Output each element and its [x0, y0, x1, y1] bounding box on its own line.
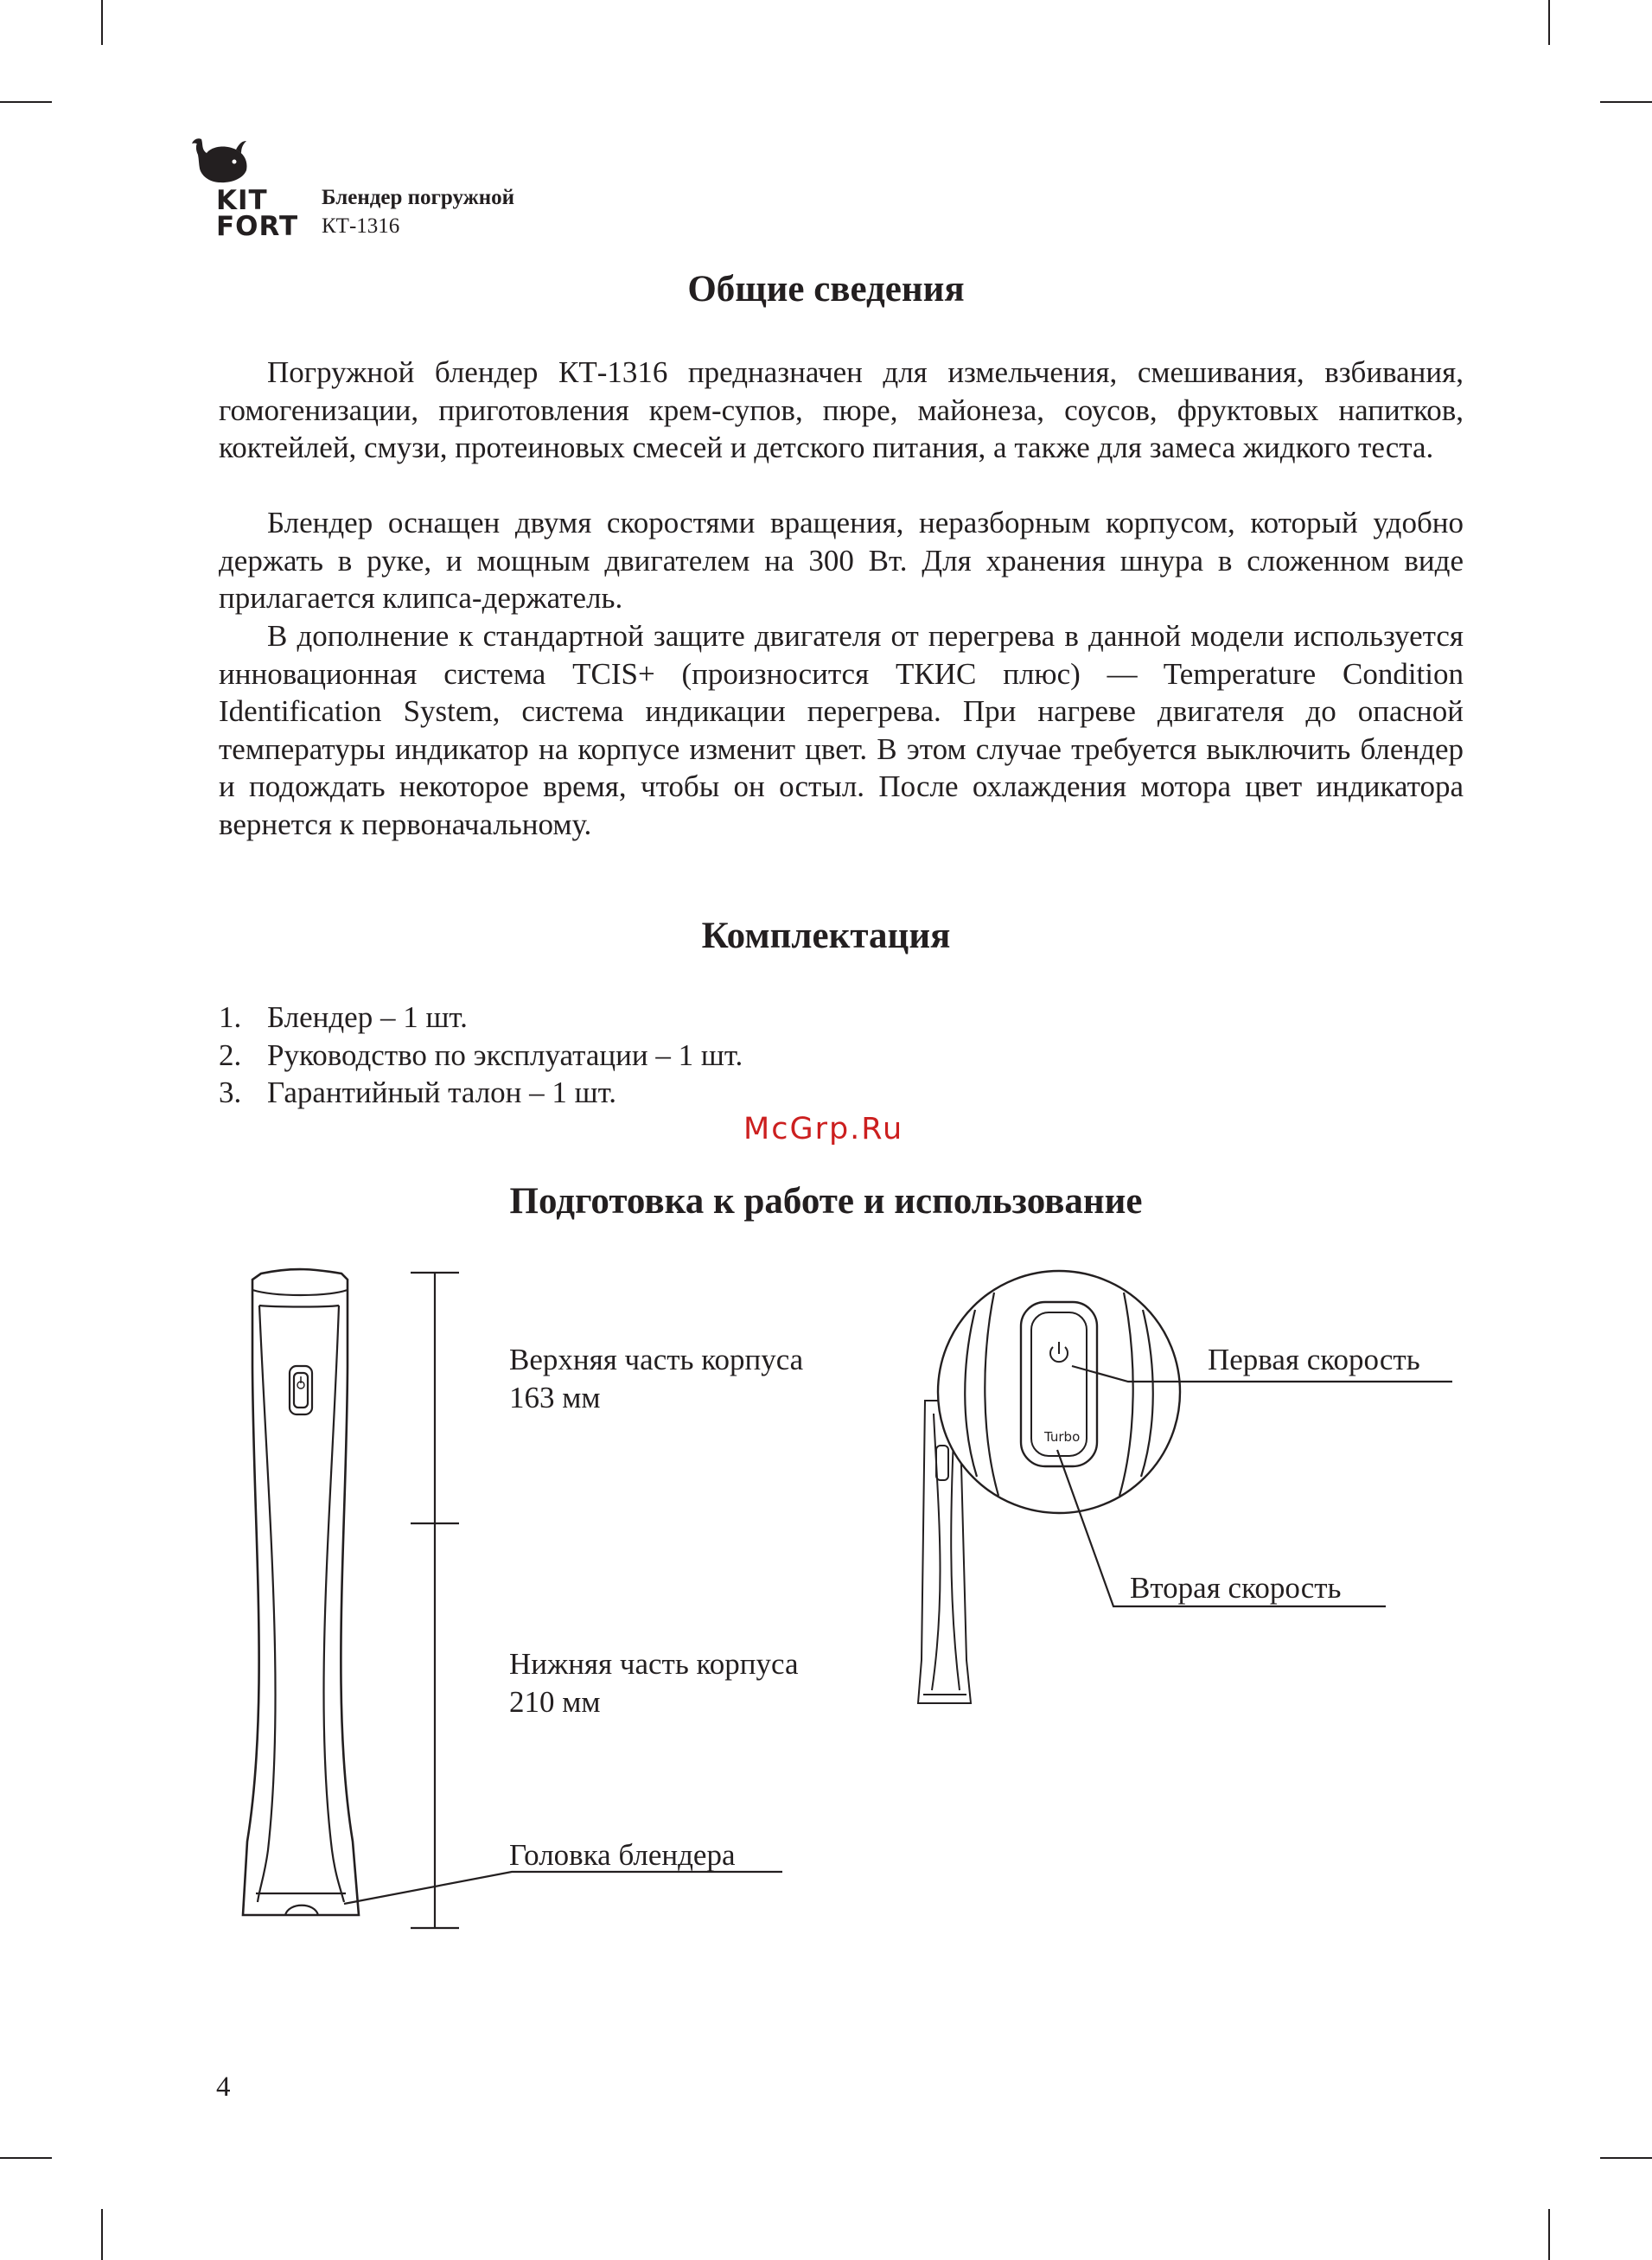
head-leader-line: [344, 1872, 782, 1904]
upper-body-label: Верхняя часть корпуса: [509, 1343, 804, 1376]
zoom-circle: [938, 1271, 1180, 1513]
paragraph-tcis: В дополнение к стандартной защите двигателя от перегрева в данной модели используется инновационная система TCIS+ (произносится ТКИС плюс) — Temperature Condition Identification System, система индикации перегрева. При нагреве двигателя до опасной температуры индикатор на корпусе изменит цвет. В этом случае требуется выключить блендер и подождать некоторое время, чтобы он остыл. После охлаждения мотора цвет индикатора вернется к первоначальному.: [219, 619, 1464, 841]
paragraph-features: Блендер оснащен двумя скоростями вращения, неразборным корпусом, который удобно держать в руке, и мощным двигателем на 300 Вт. Для хранения шнура в сложенном виде прилагается клипса-держатель.: [219, 506, 1464, 616]
kitfort-logo: [188, 136, 301, 242]
crop-mark: [0, 101, 52, 103]
lower-body-label: Нижняя часть корпуса: [509, 1647, 799, 1681]
list-item: 3. Гарантийный талон – 1 шт.: [219, 1076, 617, 1109]
logo-line-kit: KIT: [216, 185, 268, 216]
dimension-line: [411, 1273, 459, 1928]
crop-mark: [1600, 101, 1652, 103]
paragraph-purpose: Погружной блендер КТ-1316 предназначен для измельчения, смешивания, взбивания, гомогенизации, приготовления крем-супов, пюре, майонеза, соусов, фруктовых напитков, коктейлей, смузи, протеиновых смесей и детского питания, а также для замеса жидкого теста.: [219, 355, 1464, 465]
section-title-prep: Подготовка к работе и использование: [509, 1181, 1143, 1222]
product-title: Блендер погружной: [322, 186, 515, 209]
crop-mark: [0, 2157, 52, 2159]
logo-line-fort: FORT: [216, 211, 299, 242]
crop-mark: [1548, 2209, 1550, 2260]
page-number: 4: [216, 2072, 231, 2103]
watermark: McGrp.Ru: [743, 1112, 904, 1146]
whale-icon: [191, 136, 252, 184]
blender-head-label: Головка блендера: [509, 1838, 736, 1872]
second-speed-label: Вторая скорость: [1130, 1571, 1342, 1605]
turbo-label: Turbo: [1044, 1429, 1081, 1445]
product-model: КТ-1316: [322, 214, 400, 238]
list-item: 2. Руководство по эксплуатации – 1 шт.: [219, 1037, 743, 1072]
kit-list: [219, 999, 743, 1112]
upper-body-size: 163 мм: [509, 1381, 601, 1414]
first-speed-label: Первая скорость: [1208, 1343, 1420, 1376]
blender-body-drawing: [243, 1269, 359, 1915]
lower-body-size: 210 мм: [509, 1685, 601, 1719]
list-item: 1. Блендер – 1 шт.: [219, 1000, 468, 1034]
section-title-kit: Комплектация: [701, 916, 951, 956]
crop-mark: [101, 0, 103, 45]
crop-mark: [1600, 2157, 1652, 2159]
section-title-general: Общие сведения: [687, 269, 965, 310]
crop-mark: [101, 2209, 103, 2260]
crop-mark: [1548, 0, 1550, 45]
